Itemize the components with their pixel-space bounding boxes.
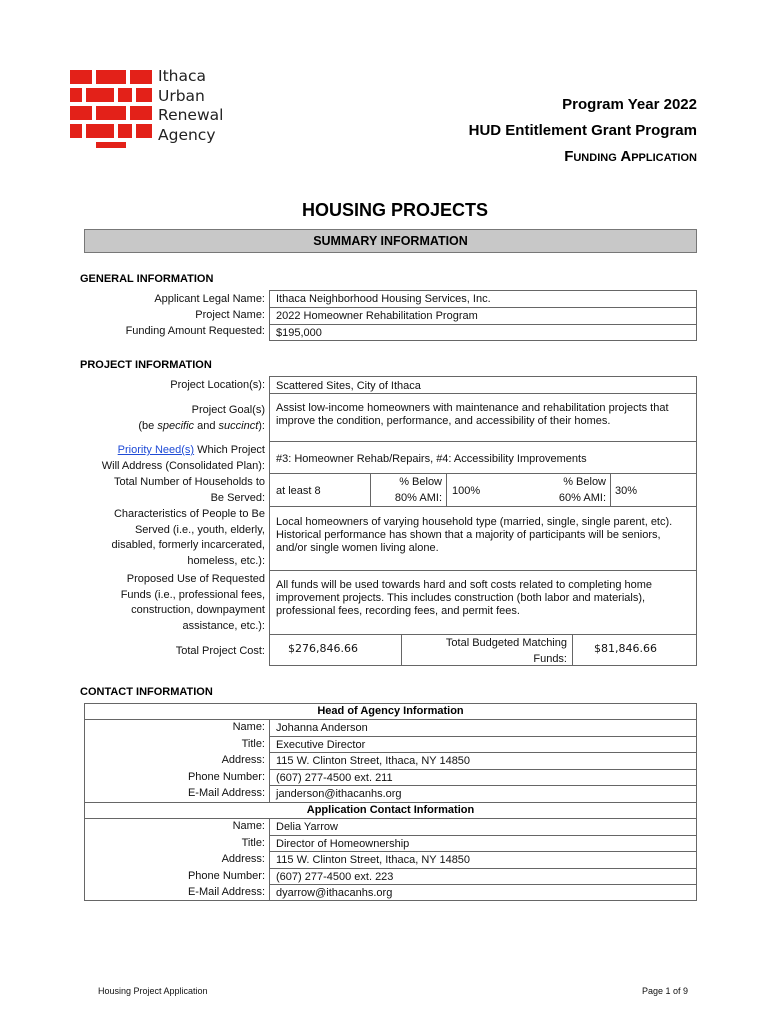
characteristics-value[interactable]: Local homeowners of varying household type (married, single, single parent, etc). Historical performance has shown that a majority of participants will be seniors, and/or single women living alone.: [276, 516, 673, 554]
funding-application-title: Funding Application: [564, 148, 697, 165]
use-label-line: construction, downpayment: [131, 604, 265, 616]
location-label: Project Location(s):: [170, 379, 265, 391]
below80-value[interactable]: 100%: [452, 485, 481, 497]
summary-bar: SUMMARY INFORMATION: [84, 229, 697, 253]
app-title-label: Title:: [241, 837, 265, 849]
head-name-label: Name:: [232, 721, 265, 733]
applicant-value[interactable]: Ithaca Neighborhood Housing Services, Inc.: [276, 293, 491, 305]
head-name-value[interactable]: Johanna Anderson: [276, 722, 368, 734]
head-email-value[interactable]: janderson@ithacanhs.org: [276, 788, 402, 800]
head-title-value[interactable]: Executive Director: [276, 739, 366, 751]
cost-value[interactable]: $276,846.66: [288, 642, 358, 655]
matching-label-line: Funds:: [533, 652, 567, 665]
below80-label: [372, 475, 442, 506]
project-heading: PROJECT INFORMATION: [80, 359, 212, 371]
use-label-line: assistance, etc.):: [182, 619, 265, 632]
households-value[interactable]: at least 8: [276, 485, 321, 497]
characteristics-label-line: Served (i.e., youth, elderly,: [134, 523, 265, 536]
head-email-label: E-Mail Address:: [187, 787, 265, 799]
logo-mark: [70, 70, 152, 148]
use-label-line: Funds (i.e., professional fees,: [120, 588, 265, 601]
goals-label-line: Project Goal(s): [191, 404, 265, 416]
priority-label: [80, 443, 265, 474]
logo-line: Urban: [158, 86, 205, 105]
app-email-label: E-Mail Address:: [187, 886, 265, 898]
goals-label-line: (be specific and succinct):: [138, 419, 265, 432]
contact-heading: CONTACT INFORMATION: [80, 686, 213, 698]
use-label-line: Proposed Use of Requested: [126, 573, 265, 585]
logo-line: Ithaca: [158, 67, 206, 85]
applicant-label: Applicant Legal Name:: [154, 293, 265, 305]
funding-label: Funding Amount Requested:: [125, 325, 265, 337]
below60-label: [536, 475, 606, 506]
head-of-agency-title: Head of Agency Information: [317, 705, 464, 717]
matching-label-line: Total Budgeted Matching: [445, 637, 567, 649]
project-name-value[interactable]: 2022 Homeowner Rehabilitation Program: [276, 310, 478, 322]
priority-label-line: Will Address (Consolidated Plan):: [101, 459, 265, 472]
app-name-value[interactable]: Delia Yarrow: [276, 821, 338, 833]
app-title-value[interactable]: Director of Homeownership: [276, 838, 410, 850]
matching-label: [405, 636, 567, 667]
location-value[interactable]: Scattered Sites, City of Ithaca: [276, 380, 421, 392]
goals-value[interactable]: Assist low-income homeowners with maintenance and rehabilitation projects that improve the condition, performance, and accessibility of their homes.: [276, 402, 669, 427]
below60-label-line: 60% AMI:: [558, 491, 606, 504]
characteristics-label-line: homeless, etc.):: [187, 554, 265, 567]
project-name-label: Project Name:: [195, 309, 265, 321]
below80-label-line: % Below: [399, 476, 442, 488]
logo-line: Renewal: [158, 106, 224, 124]
logo-line: Agency: [158, 125, 216, 144]
app-phone-value[interactable]: (607) 277-4500 ext. 223: [276, 871, 394, 883]
below60-value[interactable]: 30%: [615, 485, 638, 497]
priority-label-line: Priority Need(s) Which Project: [117, 444, 265, 456]
characteristics-label-line: disabled, formerly incarcerated,: [111, 539, 265, 551]
priority-value[interactable]: #3: Homeowner Rehab/Repairs, #4: Accessibility Improvements: [276, 453, 587, 465]
app-address-label: Address:: [221, 853, 265, 865]
priority-needs-link[interactable]: Priority Need(s): [117, 444, 195, 456]
head-address-value[interactable]: 115 W. Clinton Street, Ithaca, NY 14850: [276, 755, 471, 767]
characteristics-label: [80, 507, 265, 569]
households-label-line: Total Number of Households to: [113, 476, 265, 488]
use-value[interactable]: All funds will be used towards hard and soft costs related to completing home improvement projects. This includes construction (both labor and materials), professional fees, recording fees, and permit fees.: [276, 579, 653, 617]
matching-value[interactable]: $81,846.66: [594, 642, 657, 655]
logo-text: [158, 67, 223, 145]
app-phone-label: Phone Number:: [187, 870, 265, 882]
program-name: HUD Entitlement Grant Program: [468, 122, 697, 139]
page-number: Page 1 of 9: [641, 986, 688, 996]
head-phone-label: Phone Number:: [187, 771, 265, 783]
funding-value[interactable]: $195,000: [276, 327, 322, 339]
head-phone-value[interactable]: (607) 277-4500 ext. 211: [276, 772, 393, 784]
general-heading: GENERAL INFORMATION: [80, 273, 214, 285]
head-address-label: Address:: [221, 754, 265, 766]
application-contact-title: Application Contact Information: [306, 804, 475, 816]
app-email-value[interactable]: dyarrow@ithacanhs.org: [276, 887, 393, 899]
below60-label-line: % Below: [563, 476, 606, 488]
households-label: [80, 475, 265, 506]
below80-label-line: 80% AMI:: [394, 491, 442, 504]
footer-title: Housing Project Application: [98, 986, 208, 996]
use-label: [80, 572, 265, 634]
cost-label: Total Project Cost:: [175, 645, 265, 657]
head-title-label: Title:: [241, 738, 265, 750]
characteristics-label-line: Characteristics of People to Be: [113, 508, 265, 520]
app-name-label: Name:: [232, 820, 265, 832]
page-title: HOUSING PROJECTS: [301, 200, 489, 220]
app-address-value[interactable]: 115 W. Clinton Street, Ithaca, NY 14850: [276, 854, 471, 866]
program-year: Program Year 2022: [562, 96, 697, 113]
goals-label: [90, 403, 265, 434]
households-label-line: Be Served:: [210, 491, 265, 504]
